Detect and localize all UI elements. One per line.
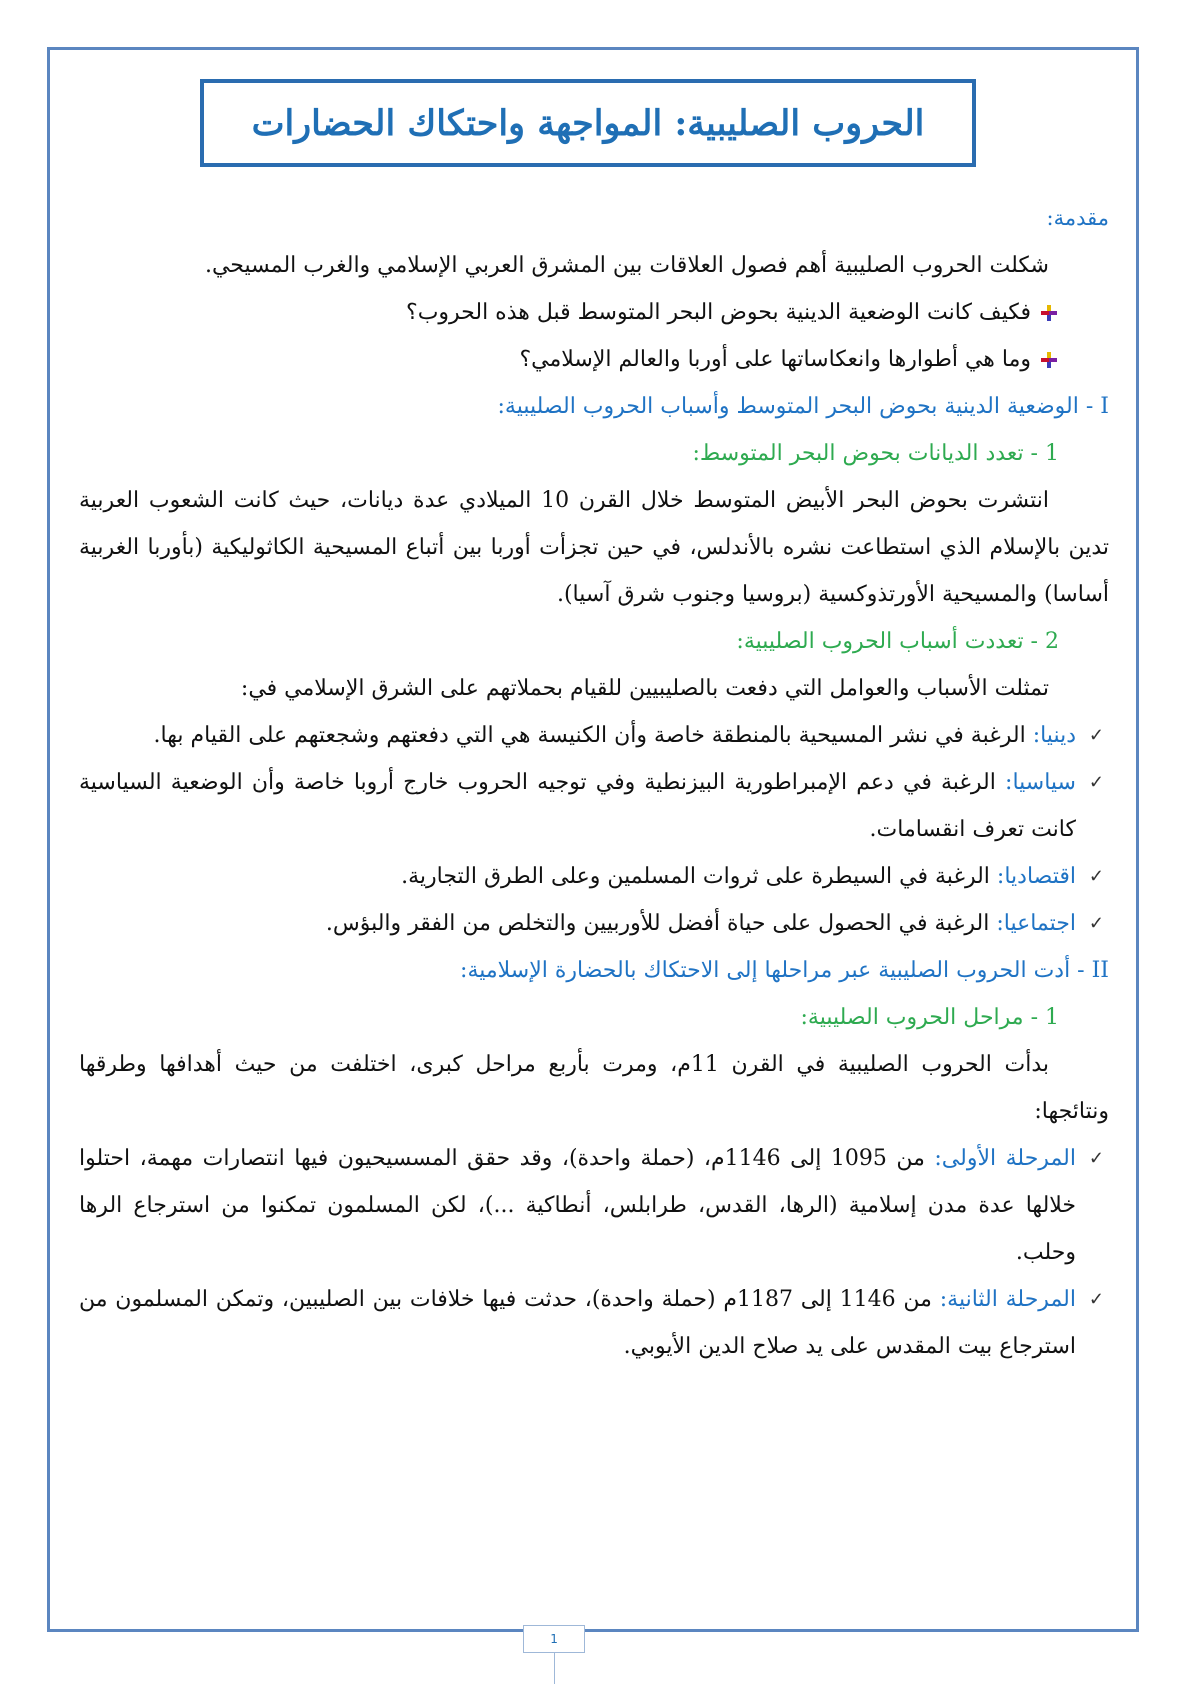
question-1-text: فكيف كانت الوضعية الدينية بحوض البحر المتوسط قبل هذه الحروب؟ xyxy=(406,300,1031,325)
check-icon: ✓ xyxy=(1088,725,1104,746)
check-icon: ✓ xyxy=(1088,1289,1104,1310)
bullet-key: اجتماعيا: xyxy=(996,911,1076,936)
page-number: 1 xyxy=(523,1625,585,1653)
list-item xyxy=(79,853,1109,900)
question-1 xyxy=(79,289,1109,336)
section-1-1-text: انتشرت بحوض البحر الأبيض المتوسط خلال القرن 10 الميلادي عدة ديانات، حيث كانت الشعوب العربية تدين بالإسلام الذي استطاعت نشره بالأندلس، في حين تجزأت أوربا بين أتباع المسيحية الكاثوليكية (بأوربا الغربية أساسا) والمسيحية الأورتذوكسية (بروسيا وجنوب شرق آسيا). xyxy=(79,488,1109,607)
plus-bullet-icon xyxy=(1041,352,1057,368)
list-item xyxy=(79,1135,1109,1276)
bullet-text: من 1095 إلى 1146م، (حملة واحدة)، وقد حقق المسسيحيون فيها انتصارات مهمة، احتلوا خلالها عدة مدن إسلامية (الرها، القدس، طرابلس، أنطاكية ...)، لكن المسلمون تمكنوا من استرجاع الرها وحلب. xyxy=(79,1146,1076,1265)
section-1-heading: I - الوضعية الدينية بحوض البحر المتوسط وأسباب الحروب الصليبية: xyxy=(497,394,1109,419)
plus-bullet-icon xyxy=(1041,305,1057,321)
section-2-1-text: بدأت الحروب الصليبية في القرن 11م، ومرت بأربع مراحل كبرى، اختلفت من حيث أهدافها وطرقها ونتائجها: xyxy=(79,1052,1109,1124)
check-icon: ✓ xyxy=(1088,866,1104,887)
question-2 xyxy=(79,336,1109,383)
check-icon: ✓ xyxy=(1088,1148,1104,1169)
section-1-1-heading: 1 - تعدد الديانات بحوض البحر المتوسط: xyxy=(692,441,1059,466)
document-body xyxy=(79,195,1109,1370)
section-2-heading: II - أدت الحروب الصليبية عبر مراحلها إلى الاحتكاك بالحضارة الإسلامية: xyxy=(460,958,1109,983)
list-item xyxy=(79,712,1109,759)
check-icon: ✓ xyxy=(1088,913,1104,934)
bullet-key: اقتصاديا: xyxy=(996,864,1076,889)
section-1-2-text: تمثلت الأسباب والعوامل التي دفعت بالصليبيين للقيام بحملاتهم على الشرق الإسلامي في: xyxy=(240,676,1049,701)
list-item xyxy=(79,900,1109,947)
page-number-connector xyxy=(554,1653,555,1684)
question-2-text: وما هي أطوارها وانعكاساتها على أوربا والعالم الإسلامي؟ xyxy=(519,347,1031,372)
check-icon: ✓ xyxy=(1088,772,1104,793)
bullet-key: دينيا: xyxy=(1032,723,1076,748)
bullet-key: المرحلة الثانية: xyxy=(939,1287,1076,1312)
section-1-2-heading: 2 - تعددت أسباب الحروب الصليبية: xyxy=(736,629,1059,654)
page-title: الحروب الصليبية: المواجهة واحتكاك الحضارات xyxy=(251,102,925,144)
bullet-text: من 1146 إلى 1187م (حملة واحدة)، حدثت فيها خلافات بين الصليبين، وتمكن المسلمون من استرجاع بيت المقدس على يد صلاح الدين الأيوبي. xyxy=(79,1287,1076,1359)
bullet-text: الرغبة في السيطرة على ثروات المسلمين وعلى الطرق التجارية. xyxy=(401,864,997,889)
intro-heading: مقدمة: xyxy=(1046,206,1109,230)
bullet-text: الرغبة في دعم الإمبراطورية البيزنطية وفي توجيه الحروب خارج أروبا خاصة وأن الوضعية السياسية كانت تعرف انقسامات. xyxy=(79,770,1076,842)
title-box xyxy=(200,79,976,167)
section-2-1-heading: 1 - مراحل الحروب الصليبية: xyxy=(800,1005,1059,1030)
bullet-text: الرغبة في نشر المسيحية بالمنطقة خاصة وأن الكنيسة هي التي دفعتهم وشجعتهم على القيام بها. xyxy=(153,723,1033,748)
intro-text: شكلت الحروب الصليبية أهم فصول العلاقات بين المشرق العربي الإسلامي والغرب المسيحي. xyxy=(204,253,1049,278)
list-item xyxy=(79,1276,1109,1370)
bullet-text: الرغبة في الحصول على حياة أفضل للأوربيين والتخلص من الفقر والبؤس. xyxy=(325,911,997,936)
bullet-key: المرحلة الأولى: xyxy=(934,1146,1076,1171)
list-item xyxy=(79,759,1109,853)
bullet-key: سياسيا: xyxy=(1005,770,1076,795)
